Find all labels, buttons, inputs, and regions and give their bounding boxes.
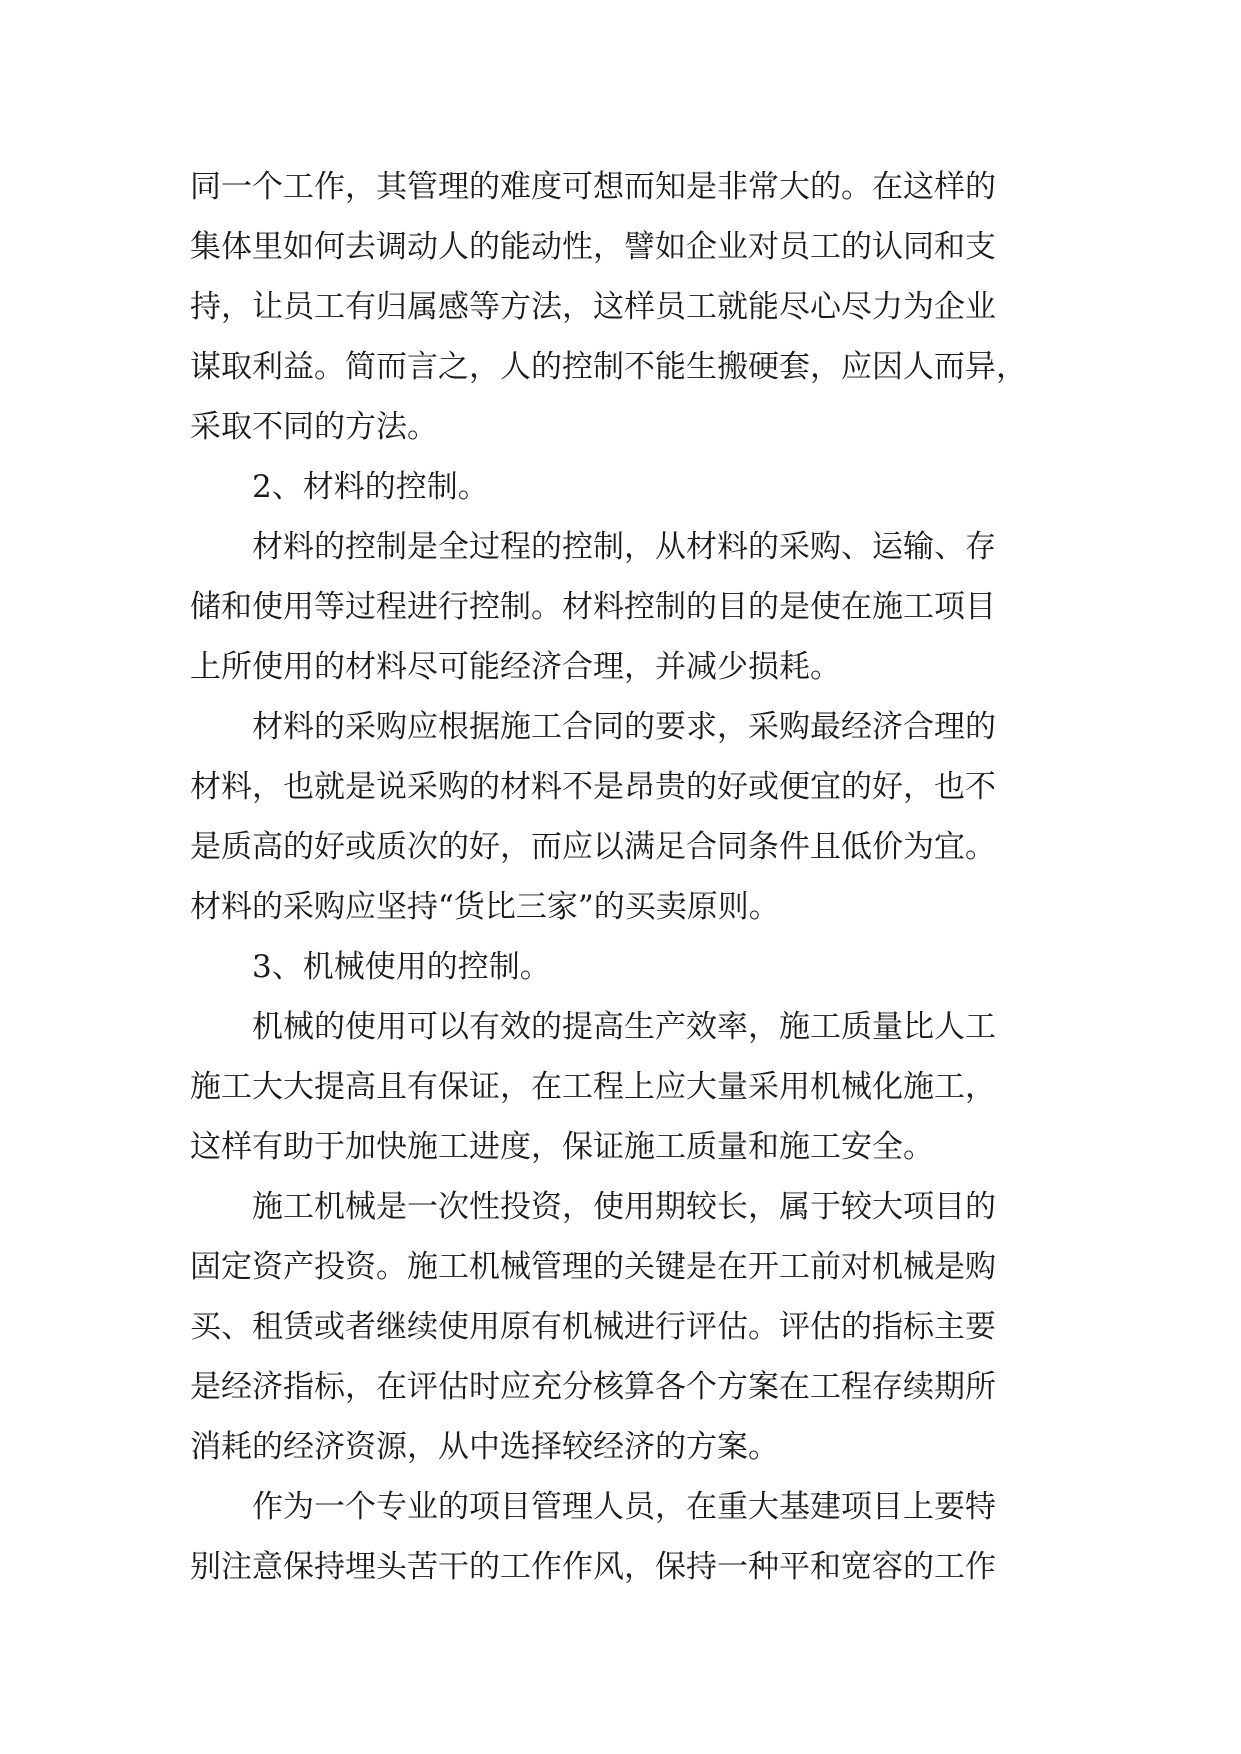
text-line: 别注意保持埋头苦干的工作作风，保持一种平和宽容的工作 [190, 1549, 996, 1585]
body-text [190, 157, 1070, 1597]
text-line: 固定资产投资。施工机械管理的关键是在开工前对机械是购 [190, 1249, 996, 1285]
text-line: 采取不同的方法。 [190, 409, 438, 445]
text-line: 是质高的好或质次的好，而应以满足合同条件且低价为宜。 [190, 829, 996, 865]
text-line: 持，让员工有归属感等方法，这样员工就能尽心尽力为企业 [190, 289, 996, 325]
text-line: 是经济指标，在评估时应充分核算各个方案在工程存续期所 [190, 1369, 996, 1405]
text-line: 消耗的经济资源，从中选择较经济的方案。 [190, 1429, 779, 1465]
text-line: 机械的使用可以有效的提高生产效率，施工质量比人工 [252, 1009, 996, 1045]
text-line: 材料的控制是全过程的控制，从材料的采购、运输、存 [252, 529, 996, 565]
text-line: 作为一个专业的项目管理人员，在重大基建项目上要特 [252, 1489, 996, 1525]
text-line: 买、租赁或者继续使用原有机械进行评估。评估的指标主要 [190, 1309, 996, 1345]
text-line: 集体里如何去调动人的能动性，譬如企业对员工的认同和支 [190, 229, 996, 265]
text-line: 同一个工作，其管理的难度可想而知是非常大的。在这样的 [190, 169, 996, 205]
text-line: 这样有助于加快施工进度，保证施工质量和施工安全。 [190, 1129, 934, 1165]
text-line: 3、机械使用的控制。 [252, 949, 551, 985]
text-line: 储和使用等过程进行控制。材料控制的目的是使在施工项目 [190, 589, 996, 625]
text-line: 材料的采购应根据施工合同的要求，采购最经济合理的 [252, 709, 996, 745]
text-line: 2、材料的控制。 [252, 469, 489, 505]
text-line: 谋取利益。简而言之，人的控制不能生搬硬套，应因人而异， [190, 349, 1027, 385]
text-line: 材料的采购应坚持“货比三家”的买卖原则。 [190, 889, 780, 925]
text-line: 材料，也就是说采购的材料不是昂贵的好或便宜的好，也不 [190, 769, 996, 805]
text-line: 施工机械是一次性投资，使用期较长，属于较大项目的 [252, 1189, 996, 1225]
text-line: 上所使用的材料尽可能经济合理，并减少损耗。 [190, 649, 841, 685]
text-line: 施工大大提高且有保证，在工程上应大量采用机械化施工， [190, 1069, 996, 1105]
